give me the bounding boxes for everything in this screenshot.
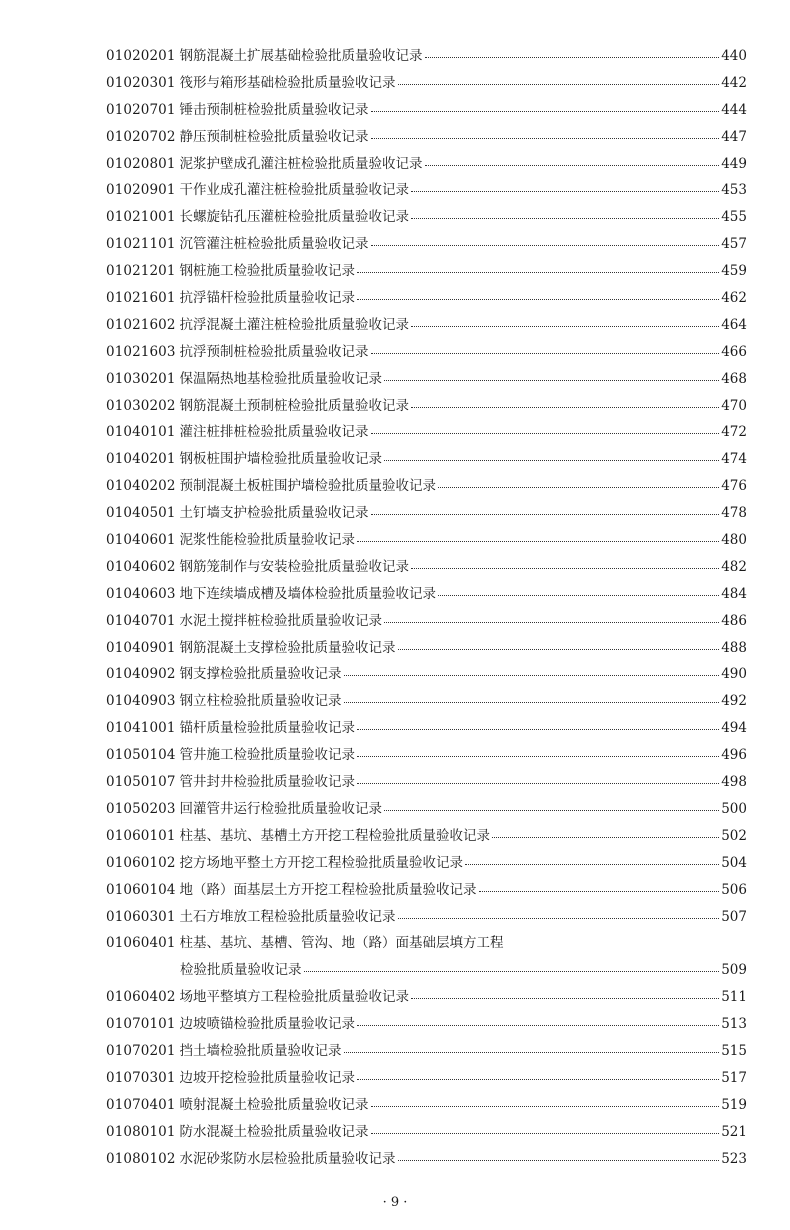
dot-leader	[357, 718, 719, 732]
entry-title: 钢筋笼制作与安装检验批质量验收记录	[179, 558, 410, 575]
toc-entry	[106, 1066, 747, 1093]
entry-code: 01040602	[106, 558, 176, 575]
dot-leader	[425, 154, 720, 168]
toc-entry	[106, 286, 747, 313]
toc-entry	[106, 447, 747, 474]
toc-entry	[106, 528, 747, 555]
entry-code: 01021602	[106, 316, 176, 333]
entry-page-number: 455	[721, 209, 747, 226]
entry-page-number: 472	[721, 424, 747, 441]
dot-leader	[344, 691, 720, 705]
entry-title: 预制混凝土板桩围护墙检验批质量验收记录	[179, 478, 437, 495]
toc-entry	[106, 555, 747, 582]
toc-entry-continuation	[106, 958, 747, 985]
dot-leader	[411, 396, 719, 410]
dot-leader	[371, 422, 720, 436]
entry-page-number: 486	[721, 612, 747, 629]
entry-page-number: 511	[721, 989, 747, 1006]
page-number: · 9 ·	[382, 1195, 408, 1210]
entry-page-number: 440	[721, 48, 747, 64]
entry-title: 钢筋混凝土预制桩检验批质量验收记录	[179, 397, 410, 414]
entry-code: 01060401	[106, 935, 176, 952]
dot-leader	[384, 449, 719, 463]
toc-entry	[106, 582, 747, 609]
entry-title: 地（路）面基层土方开挖工程检验批质量验收记录	[179, 881, 477, 898]
dot-leader	[398, 1149, 720, 1163]
dot-leader	[411, 557, 719, 571]
toc-entry	[106, 259, 747, 286]
dot-leader	[371, 1095, 720, 1109]
entry-code: 01060101	[106, 827, 176, 844]
entry-page-number: 447	[721, 128, 747, 145]
entry-code: 01040501	[106, 505, 176, 522]
entry-page-number: 509	[721, 962, 747, 979]
entry-code: 01020701	[106, 101, 176, 118]
dot-leader	[371, 127, 720, 141]
entry-title: 灌注桩排桩检验批质量验收记录	[179, 424, 369, 441]
dot-leader	[479, 880, 720, 894]
dot-leader	[344, 664, 720, 678]
entry-title: 挡土墙检验批质量验收记录	[179, 1042, 342, 1059]
entry-title: 挖方场地平整土方开挖工程检验批质量验收记录	[179, 854, 464, 871]
entry-page-number: 488	[721, 639, 747, 656]
dot-leader	[371, 234, 720, 248]
toc-entry	[106, 851, 747, 878]
toc-entry	[106, 1012, 747, 1039]
entry-page-number: 519	[721, 1096, 747, 1113]
entry-page-number: 492	[721, 693, 747, 710]
toc-entry	[106, 232, 747, 259]
dot-leader	[357, 288, 719, 302]
toc-entry	[106, 205, 747, 232]
entry-title: 水泥砂浆防水层检验批质量验收记录	[179, 1150, 396, 1167]
entry-code: 01041001	[106, 720, 176, 737]
dot-leader	[398, 73, 720, 87]
entry-page-number: 442	[721, 74, 747, 91]
dot-leader	[357, 530, 719, 544]
dot-leader	[411, 180, 719, 194]
toc-entry	[106, 824, 747, 851]
entry-page-number: 444	[721, 101, 747, 118]
dot-leader	[371, 503, 720, 517]
entry-page-number: 466	[721, 343, 747, 360]
entry-title: 钢立柱检验批质量验收记录	[179, 693, 342, 710]
entry-code: 01050104	[106, 747, 176, 764]
table-of-contents	[106, 44, 747, 1173]
entry-page-number: 459	[721, 263, 747, 280]
entry-page-number: 468	[721, 370, 747, 387]
entry-page-number: 449	[721, 155, 747, 172]
entry-code: 01070301	[106, 1069, 176, 1086]
dot-leader	[384, 369, 719, 383]
entry-code: 01020702	[106, 128, 176, 145]
dot-leader	[465, 853, 719, 867]
toc-entry	[106, 313, 747, 340]
entry-code: 01030201	[106, 370, 176, 387]
entry-title: 喷射混凝土检验批质量验收记录	[179, 1096, 369, 1113]
toc-entry	[106, 770, 747, 797]
entry-page-number: 523	[721, 1150, 747, 1167]
entry-title: 场地平整填方工程检验批质量验收记录	[179, 989, 410, 1006]
entry-code: 01040601	[106, 532, 176, 549]
entry-page-number: 507	[721, 908, 747, 925]
dot-leader	[357, 261, 719, 275]
dot-leader	[344, 1041, 720, 1055]
entry-title: 泥浆护壁成孔灌注桩检验批质量验收记录	[179, 155, 423, 172]
entry-page-number: 482	[721, 558, 747, 575]
dot-leader	[438, 476, 719, 490]
dot-leader	[398, 907, 720, 921]
entry-page-number: 484	[721, 585, 747, 602]
entry-code: 01020201	[106, 48, 176, 64]
toc-entry	[106, 178, 747, 205]
entry-code: 01050203	[106, 800, 176, 817]
entry-page-number: 515	[721, 1042, 747, 1059]
toc-entry	[106, 44, 747, 71]
entry-page-number: 506	[721, 881, 747, 898]
entry-code: 01070101	[106, 1016, 176, 1033]
toc-entry	[106, 743, 747, 770]
dot-leader	[398, 638, 720, 652]
toc-entry	[106, 1147, 747, 1174]
entry-page-number: 496	[721, 747, 747, 764]
toc-entry	[106, 394, 747, 421]
entry-title: 钢支撑检验批质量验收记录	[179, 666, 342, 683]
entry-page-number: 521	[721, 1123, 747, 1140]
toc-entry	[106, 609, 747, 636]
toc-entry	[106, 716, 747, 743]
dot-leader	[384, 611, 719, 625]
entry-title: 回灌管井运行检验批质量验收记录	[179, 800, 383, 817]
entry-code: 01060402	[106, 989, 176, 1006]
dot-leader	[371, 1122, 720, 1136]
entry-title: 抗浮锚杆检验批质量验收记录	[179, 290, 356, 307]
toc-entry	[106, 420, 747, 447]
entry-title: 防水混凝土检验批质量验收记录	[179, 1123, 369, 1140]
entry-code: 01021001	[106, 209, 176, 226]
entry-code: 01021101	[106, 236, 176, 253]
dot-leader	[371, 100, 720, 114]
toc-entry	[106, 98, 747, 125]
entry-title: 边坡开挖检验批质量验收记录	[179, 1069, 356, 1086]
toc-entry	[106, 152, 747, 179]
entry-title: 管井封井检验批质量验收记录	[179, 774, 356, 791]
toc-entry	[106, 501, 747, 528]
entry-title: 锚杆质量检验批质量验收记录	[179, 720, 356, 737]
dot-leader	[492, 826, 719, 840]
entry-title: 沉管灌注桩检验批质量验收记录	[179, 236, 369, 253]
entry-code: 01040101	[106, 424, 176, 441]
dot-leader	[411, 207, 719, 221]
entry-page-number: 517	[721, 1069, 747, 1086]
entry-code: 01040701	[106, 612, 176, 629]
entry-page-number: 480	[721, 532, 747, 549]
entry-code: 01040603	[106, 585, 176, 602]
dot-leader	[425, 46, 720, 60]
entry-title: 边坡喷锚检验批质量验收记录	[179, 1016, 356, 1033]
toc-entry	[106, 931, 747, 958]
entry-title: 干作业成孔灌注桩检验批质量验收记录	[179, 182, 410, 199]
entry-code: 01020301	[106, 74, 176, 91]
entry-page-number: 462	[721, 290, 747, 307]
entry-code: 01060104	[106, 881, 176, 898]
entry-page-number: 494	[721, 720, 747, 737]
entry-title: 管井施工检验批质量验收记录	[179, 747, 356, 764]
toc-entry	[106, 878, 747, 905]
entry-page-number: 464	[721, 316, 747, 333]
entry-page-number: 474	[721, 451, 747, 468]
dot-leader	[357, 772, 719, 786]
toc-entry	[106, 474, 747, 501]
entry-title: 保温隔热地基检验批质量验收记录	[179, 370, 383, 387]
toc-entry	[106, 1120, 747, 1147]
entry-page-number: 504	[721, 854, 747, 871]
dot-leader	[411, 315, 719, 329]
dot-leader	[371, 342, 720, 356]
entry-page-number: 490	[721, 666, 747, 683]
entry-title: 土钉墙支护检验批质量验收记录	[179, 505, 369, 522]
entry-code: 01040902	[106, 666, 176, 683]
entry-page-number: 457	[721, 236, 747, 253]
entry-code: 01020801	[106, 155, 176, 172]
entry-code: 01030202	[106, 397, 176, 414]
dot-leader	[304, 960, 720, 974]
entry-title: 抗浮预制桩检验批质量验收记录	[179, 343, 369, 360]
toc-entry	[106, 662, 747, 689]
entry-title: 柱基、基坑、基槽、管沟、地（路）面基础层填方工程	[179, 935, 504, 952]
entry-code: 01060301	[106, 908, 176, 925]
entry-code: 01060102	[106, 854, 176, 871]
toc-entry	[106, 340, 747, 367]
entry-title: 长螺旋钻孔压灌桩检验批质量验收记录	[179, 209, 410, 226]
entry-code: 01021601	[106, 290, 176, 307]
entry-page-number: 453	[721, 182, 747, 199]
dot-leader	[357, 1068, 719, 1082]
toc-entry	[106, 125, 747, 152]
dot-leader	[357, 1014, 719, 1028]
toc-entry	[106, 71, 747, 98]
entry-code: 01020901	[106, 182, 176, 199]
dot-leader	[411, 987, 719, 1001]
entry-title: 筏形与箱形基础检验批质量验收记录	[179, 74, 396, 91]
entry-page-number: 470	[721, 397, 747, 414]
toc-entry	[106, 1039, 747, 1066]
toc-entry	[106, 367, 747, 394]
entry-page-number: 498	[721, 774, 747, 791]
toc-entry	[106, 797, 747, 824]
entry-title: 静压预制桩检验批质量验收记录	[179, 128, 369, 145]
entry-code: 01040901	[106, 639, 176, 656]
toc-entry	[106, 985, 747, 1012]
dot-leader	[357, 745, 719, 759]
entry-title: 钢桩施工检验批质量验收记录	[179, 263, 356, 280]
entry-title: 锤击预制桩检验批质量验收记录	[179, 101, 369, 118]
entry-title: 柱基、基坑、基槽土方开挖工程检验批质量验收记录	[179, 827, 491, 844]
entry-title: 钢筋混凝土扩展基础检验批质量验收记录	[179, 48, 423, 64]
entry-code: 01080102	[106, 1150, 176, 1167]
entry-title: 钢板桩围护墙检验批质量验收记录	[179, 451, 383, 468]
entry-page-number: 478	[721, 505, 747, 522]
entry-title: 土石方堆放工程检验批质量验收记录	[179, 908, 396, 925]
entry-page-number: 500	[721, 800, 747, 817]
entry-title-continuation: 检验批质量验收记录	[180, 962, 302, 979]
entry-page-number: 476	[721, 478, 747, 495]
entry-code: 01070201	[106, 1042, 176, 1059]
entry-title: 泥浆性能检验批质量验收记录	[179, 532, 356, 549]
dot-leader	[438, 584, 719, 598]
toc-entry	[106, 636, 747, 663]
entry-code: 01021201	[106, 263, 176, 280]
dot-leader	[384, 799, 719, 813]
entry-title: 地下连续墙成槽及墙体检验批质量验收记录	[179, 585, 437, 602]
entry-page-number: 502	[721, 827, 747, 844]
entry-title: 水泥土搅拌桩检验批质量验收记录	[179, 612, 383, 629]
entry-code: 01021603	[106, 343, 176, 360]
entry-page-number: 513	[721, 1016, 747, 1033]
toc-entry	[106, 689, 747, 716]
entry-title: 钢筋混凝土支撑检验批质量验收记录	[179, 639, 396, 656]
toc-entry	[106, 905, 747, 932]
entry-title: 抗浮混凝土灌注桩检验批质量验收记录	[179, 316, 410, 333]
entry-code: 01040201	[106, 451, 176, 468]
entry-code: 01040202	[106, 478, 176, 495]
entry-code: 01080101	[106, 1123, 176, 1140]
entry-code: 01070401	[106, 1096, 176, 1113]
toc-entry	[106, 1093, 747, 1120]
entry-code: 01050107	[106, 774, 176, 791]
entry-code: 01040903	[106, 693, 176, 710]
